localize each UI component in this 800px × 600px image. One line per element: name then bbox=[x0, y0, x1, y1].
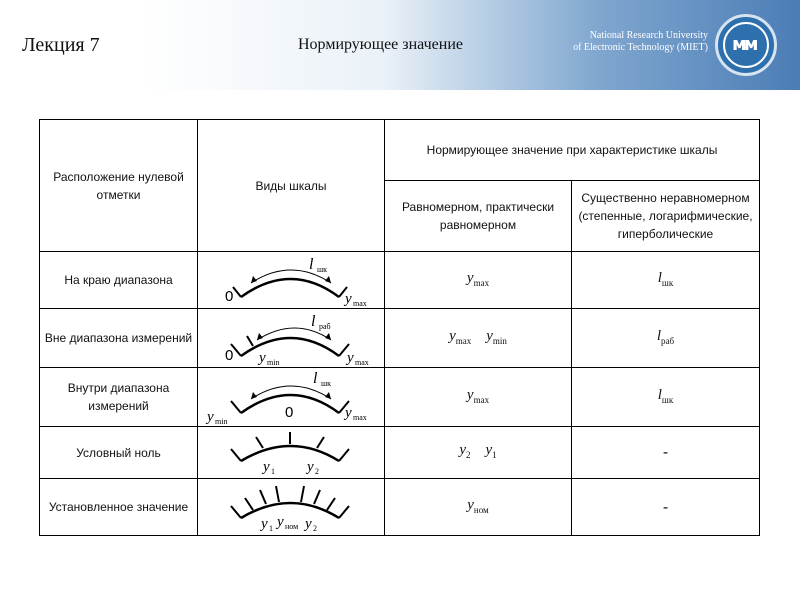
scale-mid-sub: ном bbox=[285, 522, 299, 531]
scale-diagram-edge bbox=[198, 252, 385, 309]
slide-title: Нормирующее значение bbox=[298, 36, 463, 53]
scale-left-label: y bbox=[263, 458, 270, 475]
scale-right-sub: 2 bbox=[315, 466, 319, 476]
table-row bbox=[40, 252, 760, 309]
scale-left-label: y bbox=[207, 409, 214, 425]
university-line-2: of Electronic Technology (MIET) bbox=[573, 42, 708, 53]
scale-right-sub: max bbox=[353, 299, 367, 307]
nonuniform-value: $l_{шк}$ bbox=[572, 252, 760, 309]
scale-top-label: l bbox=[311, 313, 316, 330]
scale-left-sub: 1 bbox=[271, 466, 275, 476]
scale-zero-label: 0 bbox=[225, 347, 234, 364]
normalizing-value-table bbox=[39, 119, 760, 536]
scale-left-label: y bbox=[259, 350, 266, 366]
col-header-uniform: Равномерном, практически равномерном bbox=[385, 181, 572, 252]
scale-edge-svg bbox=[201, 253, 381, 307]
scale-outside-svg bbox=[201, 310, 381, 366]
scale-left-label: y bbox=[261, 516, 268, 532]
nonuniform-value: $l_{раб}$ bbox=[572, 309, 760, 368]
scale-set-value-svg bbox=[201, 480, 381, 534]
scale-right-label: y bbox=[345, 291, 352, 307]
scale-right-label: y bbox=[305, 516, 312, 532]
col-header-scale-types: Виды шкалы bbox=[198, 120, 385, 252]
table-row bbox=[40, 427, 760, 479]
table-header-row-1 bbox=[40, 120, 760, 181]
university-name bbox=[556, 30, 708, 54]
university-line-1: National Research University bbox=[589, 30, 708, 41]
row-label: Внутри диапазона измерений bbox=[40, 368, 198, 427]
scale-right-sub: max bbox=[355, 358, 369, 366]
col-header-zero-mark: Расположение нулевой отметки bbox=[40, 120, 198, 252]
scale-top-sub: шк bbox=[321, 379, 332, 388]
scale-left-sub: min bbox=[215, 417, 228, 425]
scale-right-label: y bbox=[345, 405, 352, 421]
row-label: На краю диапазона bbox=[40, 252, 198, 309]
logo-mark: ᴍᴍ bbox=[732, 34, 756, 55]
table-row bbox=[40, 368, 760, 427]
scale-top-sub: шк bbox=[317, 265, 328, 274]
scale-zero-label: 0 bbox=[225, 288, 234, 305]
uniform-value: $y_{max}$ bbox=[385, 368, 572, 427]
scale-inside-svg bbox=[201, 369, 381, 425]
scale-diagram-inside bbox=[198, 368, 385, 427]
scale-top-label: l bbox=[313, 370, 318, 387]
row-label: Установленное значение bbox=[40, 479, 198, 536]
scale-left-sub: min bbox=[267, 358, 280, 366]
lecture-number: Лекция 7 bbox=[22, 34, 100, 56]
scale-mid-label: y bbox=[277, 514, 284, 530]
uniform-value: $y_{max}$ $y_{min}$ bbox=[385, 309, 572, 368]
table-row bbox=[40, 309, 760, 368]
nonuniform-value: - bbox=[572, 479, 760, 536]
scale-right-sub: max bbox=[353, 413, 367, 422]
scale-diagram-conditional-zero bbox=[198, 427, 385, 479]
uniform-value: $y_{max}$ bbox=[385, 252, 572, 309]
scale-right-label: y bbox=[307, 458, 314, 475]
nonuniform-value: - bbox=[572, 427, 760, 479]
scale-right-label: y bbox=[347, 350, 354, 366]
scale-right-sub: 2 bbox=[313, 524, 317, 533]
scale-left-sub: 1 bbox=[269, 524, 273, 533]
scale-conditional-zero-svg bbox=[201, 429, 381, 477]
table-row bbox=[40, 479, 760, 536]
scale-top-label: l bbox=[309, 256, 314, 273]
row-label: Вне диапазона измерений bbox=[40, 309, 198, 368]
scale-zero-label: 0 bbox=[285, 404, 294, 421]
university-logo bbox=[715, 14, 777, 76]
row-label: Условный ноль bbox=[40, 427, 198, 479]
group-header-normalizing-value: Нормирующее значение при характеристике шкалы bbox=[385, 120, 760, 181]
col-header-nonuniform: Существенно неравномерном (степенные, логарифмические, гиперболические bbox=[572, 181, 760, 252]
scale-top-sub: раб bbox=[319, 322, 331, 331]
scale-diagram-outside bbox=[198, 309, 385, 368]
scale-diagram-set-value bbox=[198, 479, 385, 536]
nonuniform-value: $l_{шк}$ bbox=[572, 368, 760, 427]
uniform-value: $y_2$ $y_1$ bbox=[385, 427, 572, 479]
uniform-value: $y_{ном}$ bbox=[385, 479, 572, 536]
